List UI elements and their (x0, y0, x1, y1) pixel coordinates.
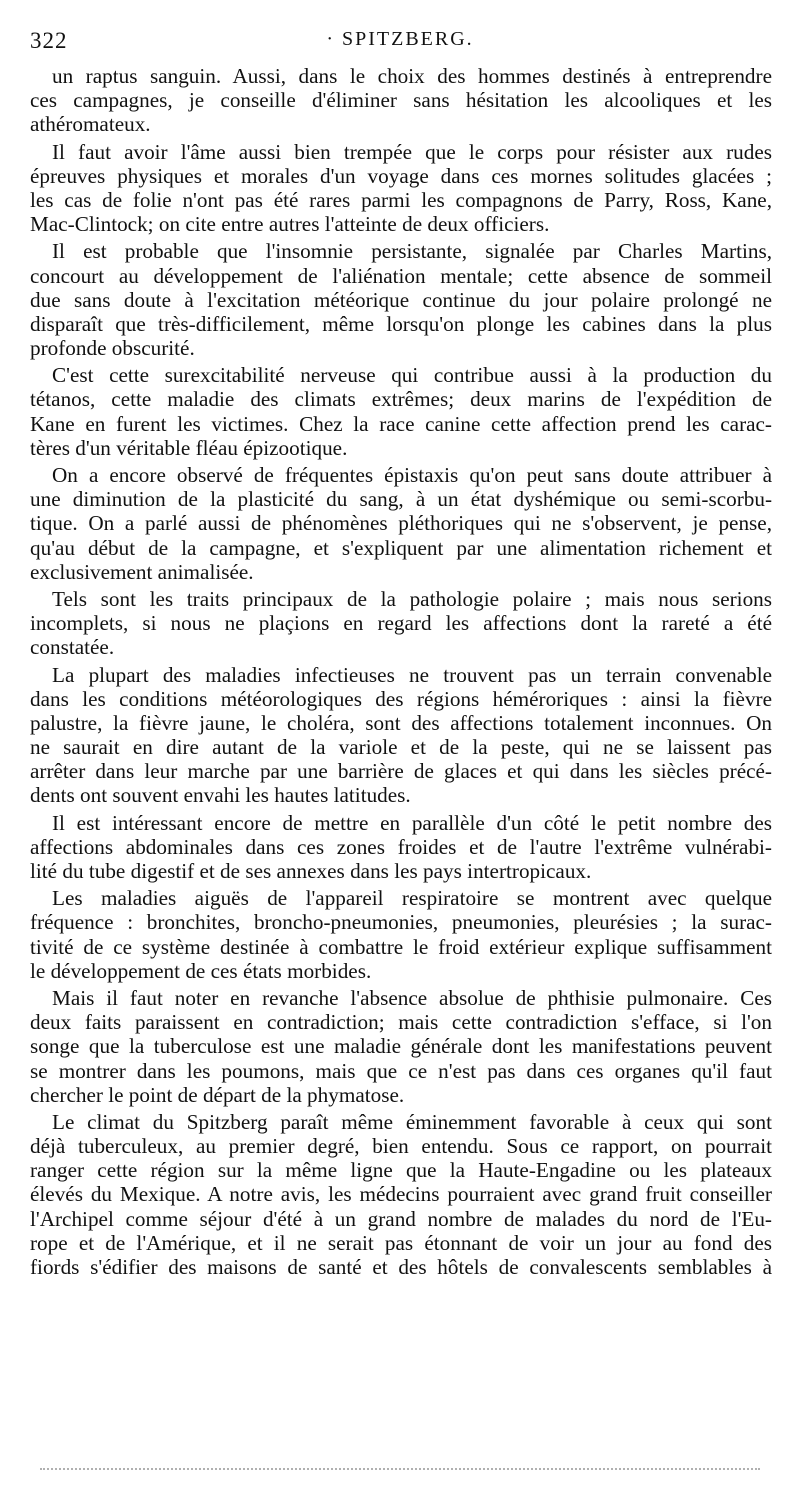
paragraph (30, 64, 772, 137)
text-line: Il faut avoir l'âme aussi bien trempée que le corps pour résister aux rudes (52, 139, 772, 164)
text-line: tique. On a parlé aussi de phénomènes pléthoriques qui ne s'observent, je pense, (30, 511, 772, 536)
text-line: les cas de folie n'ont pas été rares parmi les compagnons de Parry, Ross, Kane, (30, 187, 772, 212)
page-number: 322 (30, 28, 68, 53)
text-line: concourt au développement de l'aliénation mentale; cette absence de sommeil (30, 263, 772, 288)
text-line: C'est cette surexcitabilité nerveuse qui contribue aussi à la production du (52, 363, 772, 388)
text-line: incomplets, si nous ne plaçions en regard les affections dont la rareté a été (30, 611, 772, 636)
text-line: Il est probable que l'insomnie persistante, signalée par Charles Martins, (52, 239, 772, 264)
text-line: déjà tuberculeux, au premier degré, bien entendu. Sous ce rapport, on pourrait (30, 1134, 772, 1159)
text-line: deux faits paraissent en contradiction; mais cette contradiction s'efface, si l'on (30, 1010, 772, 1035)
paragraph (30, 239, 772, 360)
text-line: palustre, la fièvre jaune, le choléra, sont des affections totalement inconnues. On (30, 710, 772, 735)
text-line: ranger cette région sur la même ligne que la Haute-Engadine ou les plateaux (30, 1158, 772, 1183)
paragraph (30, 140, 772, 237)
text-line: Mac-Clintock; on cite entre autres l'atteinte de deux officiers. (30, 212, 550, 237)
running-title: · SPITZBERG. (326, 28, 474, 50)
text-line: Il est intéressant encore de mettre en parallèle d'un côté le petit nombre des (52, 810, 772, 835)
text-line: rope et de l'Amérique, et il ne serait pas étonnant de voir un jour au fond des (30, 1230, 772, 1255)
text-line: athéromateux. (30, 112, 151, 137)
text-line: arrêter dans leur marche par une barrière de glaces et qui dans les siècles précé- (30, 759, 772, 784)
text-line: Le climat du Spitzberg paraît même éminemment favorable à ceux qui sont (52, 1109, 772, 1134)
text-line: ces campagnes, je conseille d'éliminer sans hésitation les alcooliques et les (30, 88, 772, 113)
text-line: dans les conditions météorologiques des régions héméroriques : ainsi la fièvre (30, 686, 772, 711)
text-line: Mais il faut noter en revanche l'absence absolue de phthisie pulmonaire. Ces (52, 985, 772, 1010)
text-line: Kane en furent les victimes. Chez la race canine cette affection prend les carac- (30, 411, 772, 436)
body-text (30, 64, 772, 1282)
text-line: disparaît que très-difficilement, même lorsqu'on plonge les cabines dans la plus (30, 311, 772, 336)
text-line: le développement de ces états morbides. (30, 958, 372, 983)
text-line: qu'au début de la campagne, et s'expliquent par une alimentation richement et (30, 535, 772, 560)
page-header (30, 28, 770, 62)
text-line: chercher le point de départ de la phymatose. (30, 1082, 405, 1107)
text-line: On a encore observé de fréquentes épistaxis qu'on peut sans doute attribuer à (52, 463, 772, 487)
text-line: exclusivement animalisée. (30, 559, 254, 584)
text-line: ne saurait en dire autant de la variole et de la peste, qui ne se laissent pas (30, 735, 772, 760)
text-line: se montrer dans les poumons, mais que ce n'est pas dans ces organes qu'il faut (30, 1058, 772, 1083)
paragraph (30, 363, 772, 460)
text-line: élevés du Mexique. A notre avis, les médecins pourraient avec grand fruit conseiller (30, 1182, 772, 1207)
text-line: constatée. (30, 635, 115, 660)
text-line: fiords s'édifier des maisons de santé et des hôtels de convalescents semblables à (30, 1255, 772, 1279)
text-line: dents ont souvent envahi les hautes latitudes. (30, 783, 411, 808)
text-line: tivité de ce système destinée à combattre le froid extérieur explique suffisamment (30, 934, 772, 959)
text-line: l'Archipel comme séjour d'été à un grand nombre de malades du nord de l'Eu- (30, 1206, 772, 1231)
text-line: lité du tube digestif et de ses annexes dans les pays intertropicaux. (30, 859, 592, 883)
paragraph (30, 886, 772, 983)
paragraph (30, 811, 772, 884)
text-line: Les maladies aiguës de l'appareil respiratoire se montrent avec quelque (52, 886, 772, 911)
paragraph (30, 463, 772, 584)
bottom-rule (40, 1468, 760, 1470)
text-line: fréquence : bronchites, broncho-pneumonies, pneumonies, pleurésies ; la surac- (30, 910, 772, 935)
text-line: songe que la tuberculose est une maladie générale dont les manifestations peuvent (30, 1034, 772, 1059)
text-line: tères d'un véritable fléau épizootique. (30, 435, 348, 460)
text-line: La plupart des maladies infectieuses ne trouvent pas un terrain convenable (52, 662, 772, 687)
paragraph (30, 663, 772, 808)
text-line: Tels sont les traits principaux de la pathologie polaire ; mais nous serions (52, 586, 772, 611)
paragraph (30, 986, 772, 1107)
text-line: un raptus sanguin. Aussi, dans le choix des hommes destinés à entreprendre (52, 64, 772, 88)
text-line: profonde obscurité. (30, 336, 195, 361)
text-line: épreuves physiques et morales d'un voyage dans ces mornes solitudes glacées ; (30, 163, 772, 188)
paragraph (30, 587, 772, 660)
paragraph (30, 1110, 772, 1279)
text-line: tétanos, cette maladie des climats extrêmes; deux marins de l'expédition de (30, 387, 772, 412)
text-line: une diminution de la plasticité du sang, à un état dyshémique ou semi-scorbu- (30, 487, 772, 512)
text-line: affections abdominales dans ces zones froides et de l'autre l'extrême vulnérabi- (30, 834, 772, 859)
text-line: due sans doute à l'excitation météorique continue du jour polaire prolongé ne (30, 287, 772, 312)
